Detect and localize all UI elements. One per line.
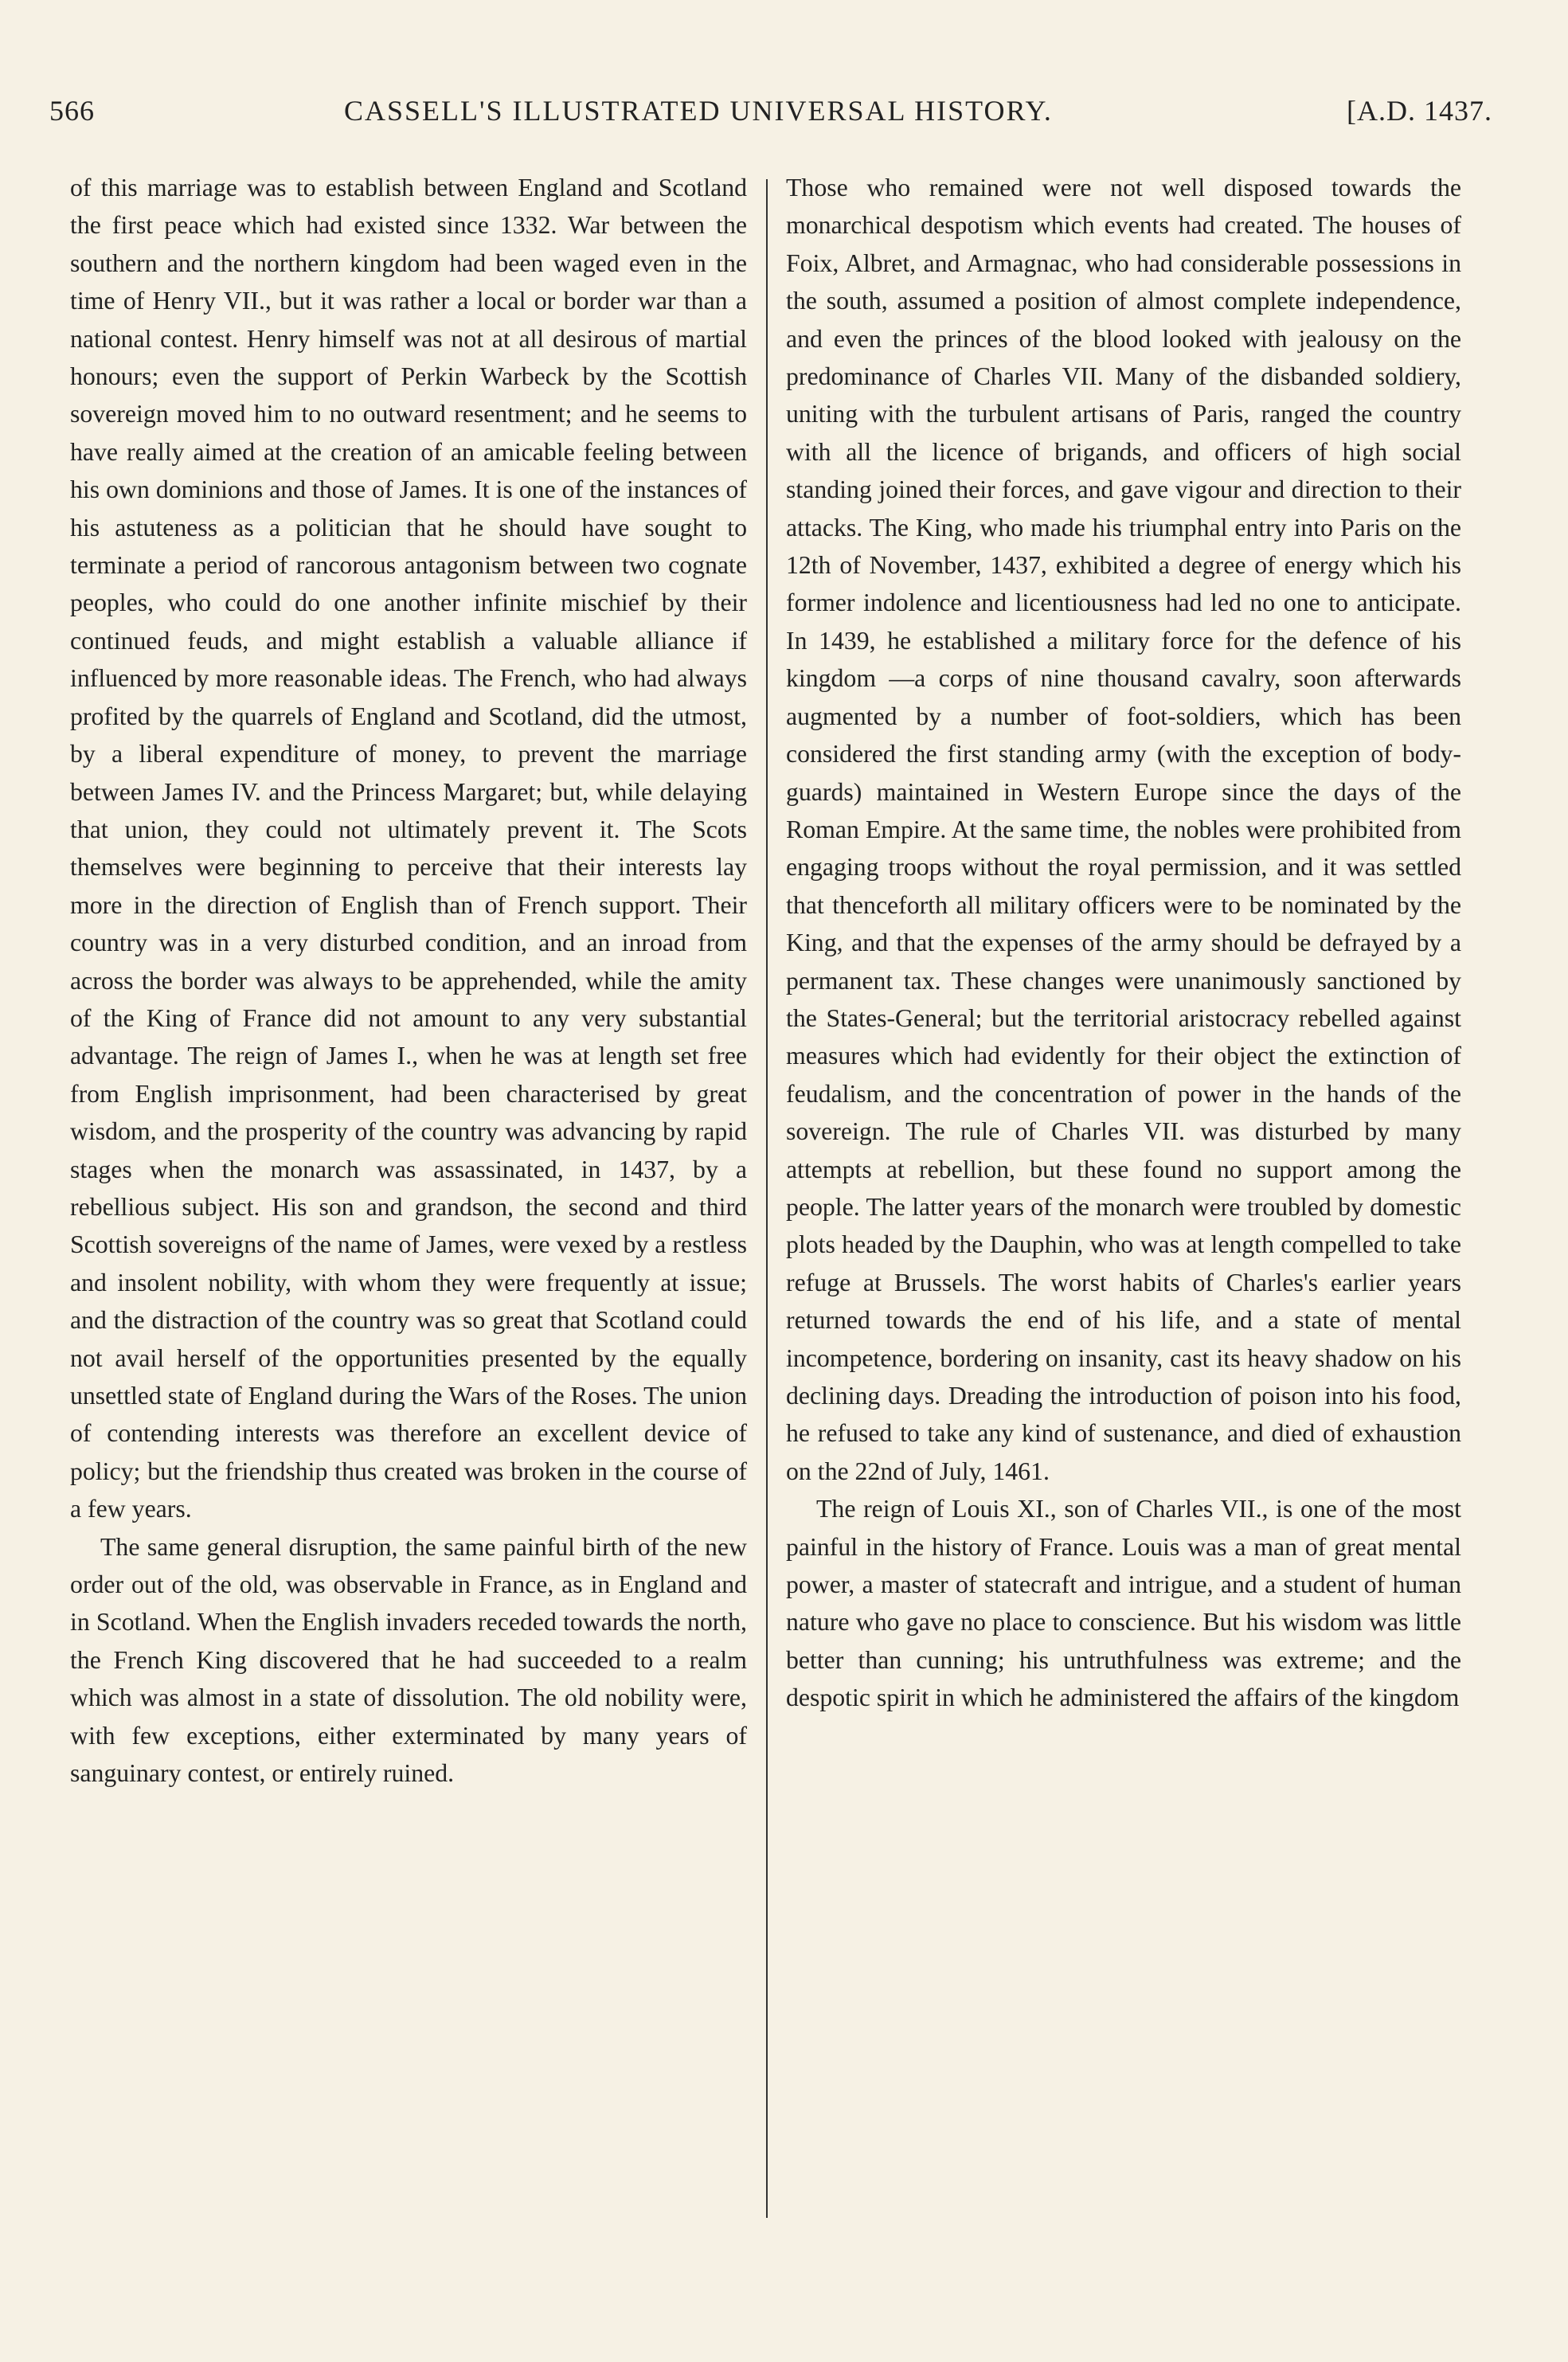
column-divider <box>766 179 768 2218</box>
header-date: [A.D. 1437. <box>1347 95 1492 127</box>
paragraph: The reign of Louis XI., son of Charles VII., is one of the most painful in the history of France. Louis was a man of great mental power, a master of statecraft and intrigue, and a student of human nature who gave no place to conscience. But his wisdom was little better than cunning; his untruthfulness was extreme; and the despotic spirit in which he administered the affairs of the kingdom <box>786 1495 1461 1712</box>
running-title: CASSELL'S ILLUSTRATED UNIVERSAL HISTORY. <box>344 95 1053 127</box>
page-number: 566 <box>49 95 95 127</box>
paragraph: Those who remained were not well disposed towards the monarchical despotism which events had created. The houses of Foix, Albret, and Armagnac, who had considerable possessions in the south, assumed a position of almost complete independence, and even the princes of the blood looked with jealousy on the predominance of Charles VII. Many of the disbanded soldiery, uniting with the turbulent artisans of Paris, ranged the country with all the licence of brigands, and officers of high social standing joined their forces, and gave vigour and direction to their attacks. The King, who made his triumphal entry into Paris on the 12th of November, 1437, exhibited a degree of energy which his former indolence and licentiousness had led no one to anticipate. In 1439, he established a military force for the defence of his kingdom —a corps of nine thousand cavalry, soon afterwards augmented by a number of foot-soldiers, which has been considered the first standing army (with the exception of body-guards) maintained in Western Europe since the days of the Roman Empire. At the same time, the nobles were prohibited from engaging troops without the royal permission, and it was settled that thenceforth all military officers were to be nominated by the King, and that the expenses of the army should be defrayed by a permanent tax. These changes were unanimously sanctioned by the States-General; but the territorial aristocracy rebelled against measures which had evidently for their object the extinction of feudalism, and the concentration of power in the hands of the sovereign. The rule of Charles VII. was disturbed by many attempts at rebellion, but these found no support among the people. The latter years of the monarch were troubled by domestic plots headed by the Dauphin, who was at length compelled to take refuge at Brussels. The worst habits of Charles's earlier years returned towards the end of his life, and a state of mental incompetence, bordering on insanity, cast its heavy shadow on his declining days. Dreading the introduction of poison into his food, he refused to take any kind of sustenance, and died of exhaustion on the 22nd of July, 1461. <box>786 174 1461 1485</box>
running-header <box>49 94 1492 134</box>
right-column <box>786 169 1461 2239</box>
paragraph: of this marriage was to establish between England and Scotland the first peace which had existed since 1332. War between the southern and the northern kingdom had been waged even in the time of Henry VII., but it was rather a local or border war than a national contest. Henry himself was not at all desirous of martial honours; even the support of Perkin Warbeck by the Scottish sovereign moved him to no outward resentment; and he seems to have really aimed at the creation of an amicable feeling between his own dominions and those of James. It is one of the instances of his astuteness as a politician that he should have sought to terminate a period of rancorous antagonism between two cognate peoples, who could do one another infinite mischief by their continued feuds, and might establish a valuable alliance if influenced by more reasonable ideas. The French, who had always profited by the quarrels of England and Scotland, did the utmost, by a liberal expenditure of money, to prevent the marriage between James IV. and the Princess Margaret; but, while delaying that union, they could not ultimately prevent it. The Scots themselves were beginning to perceive that their interests lay more in the direction of English than of French support. Their country was in a very disturbed condition, and an inroad from across the border was always to be apprehended, while the amity of the King of France did not amount to any very substantial advantage. The reign of James I., when he was at length set free from English imprisonment, had been characterised by great wisdom, and the prosperity of the country was advancing by rapid stages when the monarch was assassinated, in 1437, by a rebellious subject. His son and grandson, the second and third Scottish sovereigns of the name of James, were vexed by a restless and insolent nobility, with whom they were frequently at issue; and the distraction of the country was so great that Scotland could not avail herself of the opportunities presented by the equally unsettled state of England during the Wars of the Roses. The union of contending interests was therefore an excellent device of policy; but the friendship thus created was broken in the course of a few years. <box>70 174 747 1523</box>
left-column <box>70 169 747 2239</box>
paragraph: The same general disruption, the same painful birth of the new order out of the old, was observable in France, as in England and in Scotland. When the English invaders receded towards the north, the French King discovered that he had succeeded to a realm which was almost in a state of dissolution. The old nobility were, with few exceptions, either exterminated by many years of sanguinary contest, or entirely ruined. <box>70 1532 747 1788</box>
